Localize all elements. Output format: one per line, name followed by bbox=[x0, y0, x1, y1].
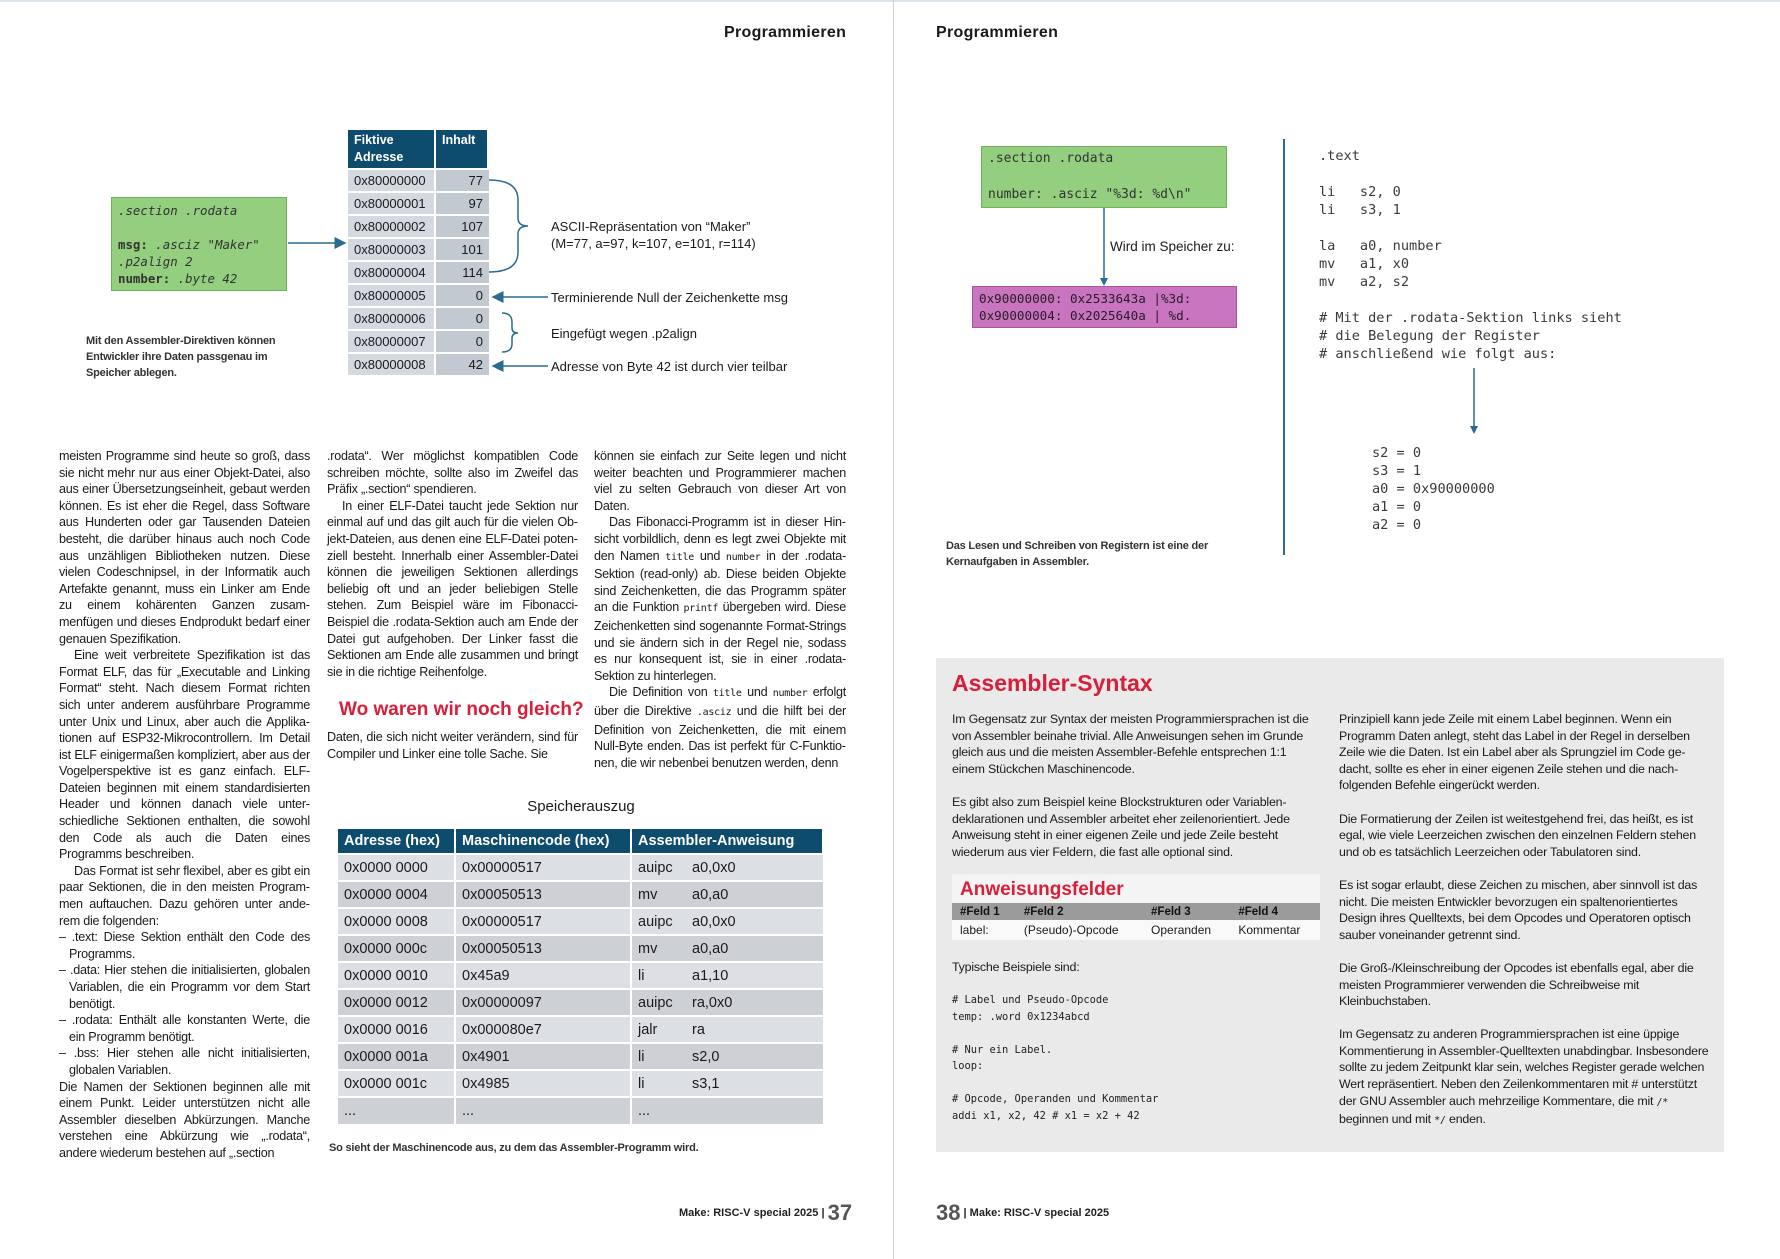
table-cell: auipc bbox=[631, 908, 686, 935]
table-cell: ra,0x0 bbox=[686, 989, 823, 1016]
left-column-3 bbox=[594, 448, 846, 771]
memory-dump-line: 0x90000000: 0x2533643a |%3d: bbox=[979, 291, 1192, 306]
table-cell: 0x00000097 bbox=[455, 989, 631, 1016]
machine-table-caption: So sieht der Maschinencode aus, zu dem das Assembler-Programm wird. bbox=[329, 1142, 699, 1154]
memory-table-header-content: Inhalt bbox=[436, 130, 489, 168]
field-value: label: bbox=[952, 920, 1016, 940]
table-cell: a1,10 bbox=[686, 962, 823, 989]
list-item: – .data: Hier stehen die initialisierten, globalen Variablen, die ein Programm vor dem Start benötigt. bbox=[59, 963, 310, 1011]
list-item: – .bss: Hier stehen alle nicht initialisierten, globalen Variablen. bbox=[59, 1046, 310, 1077]
memory-address: 0x80000003 bbox=[348, 239, 436, 260]
p2align-annotation: Eingefügt wegen .p2align bbox=[551, 326, 698, 341]
table-cell: 0x0000 0012 bbox=[338, 989, 455, 1016]
table-cell: li bbox=[631, 1070, 686, 1097]
memory-value: 0 bbox=[436, 308, 489, 329]
list-item: – .text: Diese Sektion enthält den Code des Programms. bbox=[59, 930, 310, 961]
register-arrow bbox=[1468, 368, 1480, 436]
null-annotation: Terminierende Null der Zeichenkette msg bbox=[551, 290, 788, 305]
code-line-msg: msg: .asciz "Maker" bbox=[118, 237, 260, 252]
table-cell: auipc bbox=[631, 854, 686, 881]
instruction-fields-title: Anweisungsfelder bbox=[960, 879, 1124, 900]
table-cell: mv bbox=[631, 881, 686, 908]
assembler-syntax-title: Assembler-Syntax bbox=[952, 670, 1153, 696]
paragraph: Das Fibonacci-Programm ist in dieser Hinsicht vorbildlich, denn es legt zwei Objekte mit den Namen title und number in der .rodata-Sektion (read-only) ab. Diese beiden Objekte sind Zeichenketten, die das Programm später an die Funktion printf übergeben wird. Diese Zeichenketten sind sogenannte Format-Strings und sie ändern sich in der Regel nie, sodass es nur konsequent ist, sie in einer .rodata-Sektion zu hinterlegen. bbox=[594, 515, 847, 683]
memory-value: 101 bbox=[436, 239, 489, 260]
paragraph: können sie einfach zur Seite legen und nicht weiter beachten und Programmierer machen viel zu selten Gebrauch von dieser Art von Daten. bbox=[594, 449, 846, 513]
byte42-annotation: Adresse von Byte 42 ist durch vier teilbar bbox=[551, 359, 788, 374]
paragraph: Daten, die sich nicht weiter verändern, sind für Compiler und Linker eine tolle Sache. Sie bbox=[327, 730, 578, 761]
table-row bbox=[338, 962, 823, 989]
table-cell: ... bbox=[338, 1097, 455, 1124]
code-line-p2align: .p2align 2 bbox=[118, 254, 193, 269]
memory-value: 0 bbox=[436, 285, 489, 306]
table-cell: 0x0000 001a bbox=[338, 1043, 455, 1070]
memory-address: 0x80000006 bbox=[348, 308, 436, 329]
table-row bbox=[338, 1097, 823, 1124]
ascii-brace bbox=[489, 180, 528, 272]
syntax-left-text bbox=[952, 711, 1315, 877]
table-cell: a0,0x0 bbox=[686, 854, 823, 881]
table-cell: 0x00000517 bbox=[455, 854, 631, 881]
paragraph: In einer ELF-Datei taucht jede Sektion nur einmal auf und das gilt auch für die vielen Objekt-Dateien, aus denen eine ELF-Datei potenziell besteht. Innerhalb einer Assembler-Datei können die jeweiligen Sektionen allerdings beliebig oft und an jeder beliebigen Stelle stehen. Zum Beispiel wäre im Fibonacci-Beispiel die .rodata-Sektion auch am Ende der Datei gut aufgehoben. Der Linker fasst die Sektionen am Ende alle zusammen und bringt sie in die richtige Reihenfolge. bbox=[327, 498, 578, 679]
right-footer bbox=[936, 1200, 1109, 1226]
memory-address: 0x80000008 bbox=[348, 354, 436, 375]
instruction-fields-panel bbox=[952, 874, 1320, 940]
memory-value: 42 bbox=[436, 354, 489, 375]
ascii-annotation: ASCII-Repräsentation von “Maker” (M=77, a=97, k=107, e=101, r=114) bbox=[551, 219, 756, 251]
table-cell: 0x0000 0016 bbox=[338, 1016, 455, 1043]
memory-address: 0x80000004 bbox=[348, 262, 436, 283]
table-cell: auipc bbox=[631, 989, 686, 1016]
table-cell: 0x0000 000c bbox=[338, 935, 455, 962]
machine-table-header: Adresse (hex) bbox=[338, 829, 455, 854]
table-row bbox=[338, 1016, 823, 1043]
memory-address: 0x80000002 bbox=[348, 216, 436, 237]
paragraph: Die Definition von title und number erfolgt über die Direktive .asciz und die hilft bei der Definition von Zeichenketten, die mit einem Null-Byte enden. Das ist perfekt für C-Funktionen, die wir nebenbei benutzen werden, denn bbox=[594, 685, 846, 770]
machine-table-header: Assembler-Anweisung bbox=[631, 829, 823, 854]
padding-brace bbox=[502, 313, 518, 352]
table-cell: 0x4901 bbox=[455, 1043, 631, 1070]
paragraph: Es gibt also zum Beispiel keine Blockstrukturen oder Variablendeklarationen und Assembler arbeitet eher zeilenorientiert. Jede Anweisung steht in einer eigenen Zeile und jede Zeile besteht wiederum aus vier Feldern, die fast alle optional sind. bbox=[952, 794, 1290, 859]
code-line-number: number: .byte 42 bbox=[118, 271, 238, 286]
table-cell bbox=[686, 1097, 823, 1124]
table-cell: s3,1 bbox=[686, 1070, 823, 1097]
memory-value: 114 bbox=[436, 262, 489, 283]
memory-address: 0x80000005 bbox=[348, 285, 436, 306]
memory-dump-box bbox=[972, 286, 1237, 328]
machine-table-header: Maschinencode (hex) bbox=[455, 829, 631, 854]
paragraph: Eine weit verbreitete Spezifikation ist das Format ELF, das für „Executable and Linking Format“ steht. Nach diesem Format richten sich unter anderem ausführbare Programme unter Unix und Linux, aber auch die Applikationen auf ESP32-Mikrocontrollern. Im Detail ist ELF einigermaßen kompliziert, aber aus der Vogelperspektive ist es ganz einfach. ELF-Dateien beginnen mit einem standardisierten Header und können danach viele unterschiedliche Sektionen enthalten, die sowohl den Code als auch die Daten eines Programms beschreiben. bbox=[59, 648, 310, 862]
table-cell: s2,0 bbox=[686, 1043, 823, 1070]
green-code-line: .section .rodata bbox=[988, 151, 1114, 166]
memory-value: 77 bbox=[436, 170, 489, 191]
examples-intro: Typische Beispiele sind: bbox=[952, 960, 1080, 974]
left-column-2-continued bbox=[327, 729, 578, 762]
figure2-caption: Das Lesen und Schreiben von Registern ist eine der Kernaufgaben in Assembler. bbox=[946, 540, 1209, 568]
field-header: #Feld 2 bbox=[1016, 903, 1143, 920]
field-header: #Feld 3 bbox=[1143, 903, 1230, 920]
memory-table-header-address: Fiktive Adresse bbox=[348, 130, 436, 168]
footer-magazine: Make: RISC-V special 2025 | bbox=[679, 1207, 825, 1219]
table-cell: 0x00000517 bbox=[455, 908, 631, 935]
paragraph: Die Namen der Sektionen beginnen alle mit einem Punkt. Leider unterstützen nicht alle Assembler dieselben Abkürzungen. Manche verstehen eine Abkürzung wie „.rodata“, andere wiederum bestehen auf „.section bbox=[59, 1079, 310, 1160]
table-row bbox=[338, 1043, 823, 1070]
field-header: #Feld 1 bbox=[952, 903, 1016, 920]
left-column-2 bbox=[327, 448, 578, 680]
code-line-section: .section .rodata bbox=[118, 203, 238, 218]
table-cell: a0,0x0 bbox=[686, 908, 823, 935]
paragraph: Die Groß-/Kleinschreibung der Opcodes ist ebenfalls egal, aber die meisten Programmierer verwenden die Schreibweise mit Kleinbuchstaben. bbox=[1339, 960, 1694, 1009]
memory-address: 0x80000000 bbox=[348, 170, 436, 191]
paragraph: .rodata“. Wer möglichst kompatiblen Code schreiben möchte, sollte also im Zweifel das Präfix „.section“ spendieren. bbox=[327, 449, 578, 497]
table-cell: 0x0000 0008 bbox=[338, 908, 455, 935]
table-cell: 0x0000 001c bbox=[338, 1070, 455, 1097]
right-page-heading: Programmieren bbox=[936, 24, 1059, 41]
left-column-1 bbox=[59, 448, 310, 1162]
paragraph: Prinzipiell kann jede Zeile mit einem Label beginnen. Wenn ein Programm Daten anlegt, steht das Label in der Regel in derselben Zeile wie die Daten. Ist ein Label aber als Sprungziel im Code gedacht, sollte es eher in einer eigenen Zeile stehen und die nachfolgenden Befehle eingerückt werden. bbox=[1339, 712, 1690, 793]
paragraph: meisten Programme sind heute so groß, dass sie nicht mehr nur aus einer Objekt-Datei, also aus einer Übersetzungseinheit, gebaut werden können. Es ist eher die Regel, dass Software aus Hunderten oder gar Tausenden Dateien besteht, die darüber hinaus auch noch Code aus unzähligen Bibliotheken nutzen. Diese vielen Codeschnipsel, in der Informatik auch Artefakte genannt, muss ein Linker am Ende zu einem kohärenten Ganzen zusammenfügen und dieses Endprodukt bedarf einer genauen Spezifikation. bbox=[59, 449, 310, 646]
table-row bbox=[338, 854, 823, 881]
table-cell: 0x4985 bbox=[455, 1070, 631, 1097]
table-cell: 0x000080e7 bbox=[455, 1016, 631, 1043]
table-cell: a0,a0 bbox=[686, 935, 823, 962]
instruction-fields-table bbox=[952, 903, 1320, 940]
figure1-caption: Mit den Assembler-Direktiven können Entwickler ihre Daten passgenau im Speicher ablegen. bbox=[86, 335, 276, 379]
green-code-line: number: .asciz "%3d: %d\n" bbox=[988, 187, 1192, 202]
syntax-right-text bbox=[1339, 711, 1709, 1146]
memory-value: 97 bbox=[436, 193, 489, 214]
register-code-block: .text li s2, 0 li s3, 1 la a0, number mv a1, x0 mv a2, s2 # Mit der .rodata-Sektion links sieht # die Belegung der Register # anschließend wie folgt aus: bbox=[1319, 148, 1622, 362]
table-row bbox=[338, 881, 823, 908]
memory-arrow-label: Wird im Speicher zu: bbox=[1110, 239, 1235, 254]
rodata-number-code-box bbox=[981, 146, 1227, 208]
table-row bbox=[338, 908, 823, 935]
table-cell: li bbox=[631, 962, 686, 989]
table-cell: li bbox=[631, 1043, 686, 1070]
table-cell: 0x00050513 bbox=[455, 935, 631, 962]
table-cell: 0x0000 0000 bbox=[338, 854, 455, 881]
footer-magazine: | Make: RISC-V special 2025 bbox=[963, 1207, 1110, 1219]
section-heading: Wo waren wir noch gleich? bbox=[339, 699, 584, 720]
field-value: Kommentar bbox=[1230, 920, 1320, 940]
field-value: (Pseudo)-Opcode bbox=[1016, 920, 1143, 940]
table-row bbox=[338, 989, 823, 1016]
table-cell: ... bbox=[631, 1097, 686, 1124]
memory-address: 0x80000001 bbox=[348, 193, 436, 214]
table-cell: 0x00050513 bbox=[455, 881, 631, 908]
left-page-heading: Programmieren bbox=[724, 24, 847, 41]
table-row bbox=[338, 1070, 823, 1097]
page-number: 37 bbox=[827, 1200, 853, 1225]
table-cell: mv bbox=[631, 935, 686, 962]
example-code: # Label und Pseudo-Opcode temp: .word 0x1234abcd # Nur ein Label. loop: # Opcode, Operanden und Kommentar addi x1, x2, 42 # x1 = x2 + 42 bbox=[952, 994, 1159, 1122]
memory-value: 107 bbox=[436, 216, 489, 237]
table-cell: jalr bbox=[631, 1016, 686, 1043]
machine-code-table bbox=[338, 829, 824, 1124]
memory-dump-line: 0x90000004: 0x2025640a | %d. bbox=[979, 308, 1192, 323]
table-cell: 0x45a9 bbox=[455, 962, 631, 989]
machine-table-title: Speicherauszug bbox=[527, 798, 635, 815]
paragraph: Die Formatierung der Zeilen ist weitestgehend frei, das heißt, es ist egal, wie viele Leerzeichen zwischen den einzelnen Feldern stehen und ob es tatsächlich Leerzeichen oder Tabulatoren sind. bbox=[1339, 811, 1696, 859]
left-footer bbox=[679, 1200, 852, 1226]
paragraph: Im Gegensatz zur Syntax der meisten Programmiersprachen ist die von Assembler beinahe trivial. Alle Anweisungen sehen im Grunde gleich aus und die meisten Assembler-Befehle entsprechen 1:1 einem Stückchen Maschinencode. bbox=[952, 712, 1309, 776]
table-row bbox=[338, 935, 823, 962]
paragraph: Es ist sogar erlaubt, diese Zeichen zu mischen, aber sinnvoll ist das nicht. Die meisten Entwickler bevorzugen ein spaltenorientiertes Design ihres Quelltexts, bei dem Opcodes und Operatoren optisch sauber voneinander getrennt sind. bbox=[1339, 877, 1698, 942]
table-cell: ... bbox=[455, 1097, 631, 1124]
memory-address: 0x80000007 bbox=[348, 331, 436, 352]
field-header: #Feld 4 bbox=[1230, 903, 1320, 920]
vertical-divider bbox=[1283, 139, 1285, 555]
table-cell: a0,a0 bbox=[686, 881, 823, 908]
register-values-block: s2 = 0 s3 = 1 a0 = 0x90000000 a1 = 0 a2 = 0 bbox=[1372, 445, 1495, 533]
paragraph: Im Gegensatz zu anderen Programmiersprachen ist eine üppige Kommentierung in Assembler-Quelltexten unabdingbar. Insbesondere sollte zu jedem Zeitpunkt klar sein, welches Register gerade welchen Wert repräsentiert. Neben den Zeilenkommentaren mit # unterstützt der GNU Assembler auch mehrzeilige Kommentare, die mit /* beginnen und mit */ enden. bbox=[1339, 1027, 1709, 1127]
paragraph: Das Format ist sehr flexibel, aber es gibt ein paar Sektionen, die in den meisten Programmen auftauchen. Dazu gehören unter anderem die folgenden: bbox=[59, 863, 310, 928]
field-value: Operanden bbox=[1143, 920, 1230, 940]
list-item: – .rodata: Enthält alle konstanten Werte, die ein Programm benötigt. bbox=[59, 1013, 310, 1044]
memory-value: 0 bbox=[436, 331, 489, 352]
table-cell: ra bbox=[686, 1016, 823, 1043]
table-cell: 0x0000 0004 bbox=[338, 881, 455, 908]
page-number: 38 bbox=[936, 1200, 961, 1225]
table-cell: 0x0000 0010 bbox=[338, 962, 455, 989]
